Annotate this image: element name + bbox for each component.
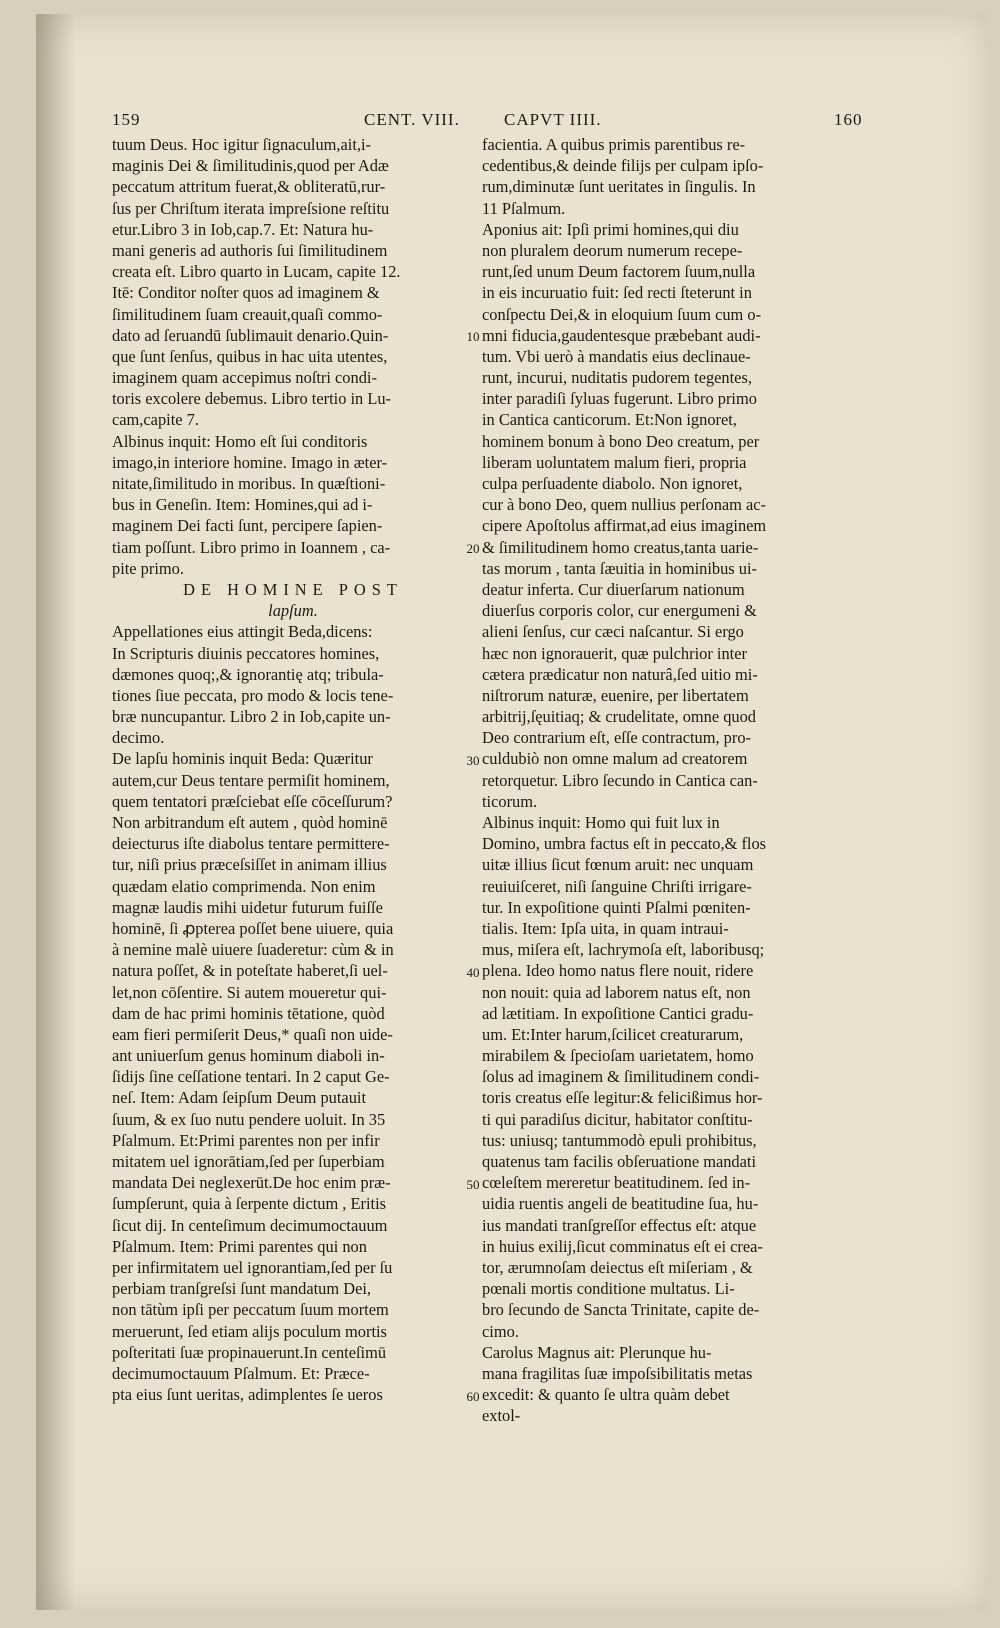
text-line: bro ſecundo de Sancta Trinitate, capite de- (482, 1300, 760, 1320)
text-line: in huius exilij,ſicut comminatus eſt ei crea- (482, 1236, 763, 1256)
text-line: ſicut dij. In centeſimum decimumoctauum (112, 1215, 388, 1235)
text-line: mani generis ad authoris ſui ſimilitudinem (112, 240, 388, 260)
text-line: pite primo. (112, 558, 184, 578)
text-line: tas morum , tanta ſæuitia in hominibus ui- (482, 558, 757, 578)
text-line: que ſunt ſenſus, quibus in hac uita utentes, (112, 346, 388, 366)
text-line: dam de hac primi hominis tētatione, quòd (112, 1003, 385, 1023)
text-line: ticorum. (482, 791, 538, 811)
text-line: dato ad ſeruandū ſublimauit denario.Quin- (112, 325, 389, 345)
text-line: perbiam tranſgreſsi ſunt mandatum Dei, (112, 1279, 371, 1299)
text-line: conſpectu Dei,& in eloquium ſuum cum o- (482, 304, 762, 324)
text-line: reuiuiſceret, niſi ſanguine Chriſti irrigare- (482, 876, 752, 896)
text-line: De lapſu hominis inquit Beda: Quæritur (112, 749, 373, 769)
text-line: mus, miſera eſt, lachrymoſa eſt, laboribusq; (482, 940, 765, 960)
text-line: arbitrij,ſęuitiaq; & crudelitate, omne quod (482, 707, 757, 727)
text-line: ius mandati tranſgreſſor effectus eſt: atque (482, 1215, 757, 1235)
text-line: deatur inferta. Cur diuerſarum nationum (482, 579, 745, 599)
text-line: lapſum. (268, 601, 318, 621)
text-line: in Cantica canticorum. Et:Non ignoret, (482, 410, 737, 430)
text-line: imaginem quam accepimus noſtri condi- (112, 368, 377, 388)
text-column-right (482, 134, 844, 1426)
text-line: quem tentatori præſciebat eſſe cōceſſurum? (112, 791, 393, 811)
running-title-left: CENT. VIII. (364, 110, 460, 129)
text-line: hæc non ignorauerit, quæ pulchrior inter (482, 643, 747, 663)
text-line: Albinus inquit: Homo qui fuit lux in (482, 813, 720, 832)
text-line: creata eſt. Libro quarto in Lucam, capite 12. (112, 262, 401, 282)
text-line: peccatum attritum fuerat,& obliteratū,rur- (112, 177, 386, 197)
text-line: retorquetur. Libro ſecundo in Cantica can- (482, 770, 758, 790)
text-line: mandata Dei neglexerūt.De hoc enim præ- (112, 1173, 391, 1193)
text-line: nitate,ſimilitudo in moribus. In quæſtioni- (112, 474, 386, 493)
text-line: ſumpſerunt, quia à ſerpente dictum , Eritis (112, 1194, 387, 1214)
text-line: hominē, ſi ꝓpterea poſſet bene uiuere, quia (112, 918, 394, 938)
text-line: hominem bonum à bono Deo creatum, per (482, 431, 760, 451)
text-line: cipere Apoſtolus affirmat,ad eius imaginem (482, 516, 767, 536)
text-line: ti qui paradiſus dicitur, habitator conſtitu- (482, 1109, 753, 1129)
text-line: magnæ laudis mihi uidetur futurum fuiſſe (112, 897, 383, 917)
text-line: bræ nuncupantur. Libro 2 in Iob,capite un- (112, 707, 391, 727)
text-line: In Scripturis diuinis peccatores homines, (112, 643, 380, 663)
text-line: extol- (482, 1406, 521, 1426)
text-line: runt,ſed unum Deum factorem ſuum,nulla (482, 262, 756, 282)
text-line: Deo contrarium eſt, eſſe contractum, pro- (482, 728, 751, 748)
text-line: tum. Vbi uerò à mandatis eius declinaue- (482, 346, 751, 366)
text-line: ſimilitudinem ſuam creauit,quaſi commo- (112, 304, 383, 324)
text-line: Pſalmum. Et:Primi parentes non per infir (112, 1130, 380, 1150)
text-line: tiones ſiue peccata, pro modo & locis tene- (112, 685, 394, 705)
line-number: 60 (466, 1388, 480, 1404)
text-line: mana fragilitas ſuæ impoſsibilitatis metas (482, 1363, 753, 1383)
page-number-left: 159 (112, 110, 141, 129)
text-line: autem,cur Deus tentare permiſit hominem, (112, 770, 390, 790)
text-line: niſtrorum naturæ, euenire, per libertatem (482, 685, 749, 705)
text-line: cimo. (482, 1321, 519, 1341)
text-line: in eis incuruatio fuit: ſed recti ſteterunt in (482, 283, 752, 303)
text-line: mirabilem & ſpecioſam uarietatem, homo (482, 1046, 754, 1066)
text-line: Itē: Conditor noſter quos ad imaginem & (112, 283, 380, 303)
text-line: neſ. Item: Adam ſeipſum Deum putauit (112, 1088, 367, 1108)
text-line: toris excolere debemus. Libro tertio in Lu- (112, 389, 392, 409)
text-line: culpa perſuadente diabolo. Non ignoret, (482, 474, 743, 493)
line-number: 50 (466, 1176, 480, 1192)
text-line: ſuum, & ex ſuo nutu pendere uoluit. In 35 (112, 1109, 386, 1129)
text-line: Albinus inquit: Homo eſt ſui conditoris (112, 431, 368, 451)
text-line: maginem Dei facti ſunt, percipere ſapien- (112, 516, 383, 536)
text-line: Appellationes eius attingit Beda,dicens: (112, 622, 373, 642)
text-line: cœleſtem mereretur beatitudinem. ſed in- (482, 1173, 751, 1193)
text-line: tur, niſi prius præceſsiſſet in animam illius (112, 855, 387, 875)
running-title-right: CAPVT IIII. (504, 110, 602, 129)
text-line: quatenus tam facilis obſeruatione mandati (482, 1152, 756, 1171)
text-line: pœnali mortis conditione multatus. Li- (482, 1279, 735, 1299)
text-line: Domino, umbra factus eſt in peccato,& flos (482, 834, 767, 854)
text-line: imago,in interiore homine. Imago in æter- (112, 452, 388, 472)
text-line: plena. Ideo homo natus flere nouit, ridere (482, 961, 754, 981)
text-line: Carolus Magnus ait: Plerunque hu- (482, 1342, 712, 1362)
text-line: let,non cōſentire. Si autem moueretur qui- (112, 982, 387, 1002)
text-line: DE HOMINE POST (183, 579, 403, 599)
page-number-right: 160 (834, 110, 863, 129)
text-line: deiecturus iſte diabolus tentare permittere- (112, 834, 390, 854)
line-number: 20 (466, 540, 480, 556)
text-line: runt, incurui, nuditatis pudorem tegentes, (482, 368, 752, 388)
text-line: dæmones quoq;,& ignorantię atq; tribula- (112, 664, 384, 684)
text-line: etur.Libro 3 in Iob,cap.7. Et: Natura hu- (112, 219, 374, 239)
text-line: uidia ruentis angeli de beatitudine ſua, hu- (482, 1194, 759, 1214)
text-column-left (112, 134, 474, 1405)
running-header (112, 110, 892, 132)
line-number: 30 (466, 752, 480, 768)
text-line: decimumoctauum Pſalmum. Et: Præce- (112, 1363, 370, 1383)
text-line: Pſalmum. Item: Primi parentes qui non (112, 1236, 367, 1256)
text-line: ſidijs ſine ceſſatione tentari. In 2 caput Ge- (112, 1067, 390, 1087)
text-line: cedentibus,& deinde filijs per culpam ipſo- (482, 156, 764, 176)
text-line: uitæ illius ſicut fœnum aruit: nec unquam (482, 855, 754, 875)
text-line: pta eius ſunt ueritas, adimplentes ſe ueros (112, 1385, 383, 1405)
text-line: meruerunt, ſed etiam alijs poculum mortis (112, 1321, 387, 1341)
text-line: cam,capite 7. (112, 410, 199, 430)
text-line: quædam elatio comprimenda. Non enim (112, 876, 376, 896)
line-number: 10 (466, 328, 480, 344)
text-line: 11 Pſalmum. (482, 198, 566, 218)
text-line: tus: uniusq; tantummodò epuli prohibitus, (482, 1130, 757, 1150)
text-line: tiam poſſunt. Libro primo in Ioannem , ca- (112, 537, 391, 557)
text-line: non nouit: quia ad laborem natus eſt, non (482, 982, 751, 1002)
text-line: bus in Geneſin. Item: Homines,qui ad i- (112, 495, 373, 515)
text-line: eam fieri permiſerit Deus,* quaſi non uide- (112, 1024, 393, 1044)
text-line: mni fiducia,gaudentesque præbebant audi- (482, 325, 761, 345)
text-line: mitatem uel ignorātiam,ſed per ſuperbiam (112, 1152, 385, 1171)
text-line: poſteritati ſuæ propinauerunt.In centeſimū (112, 1342, 387, 1362)
text-line: non pluralem deorum numerum recepe- (482, 240, 743, 260)
text-line: toris creatus eſſe legitur:& felicißimus hor- (482, 1088, 763, 1108)
text-line: rum,diminutæ ſunt ueritates in ſingulis. In (482, 177, 756, 197)
text-line: cætera prædicatur non naturâ,ſed uitio mi- (482, 664, 758, 684)
text-line: tuum Deus. Hoc igitur ſignaculum,ait,i- (112, 135, 372, 154)
text-line: per infirmitatem uel ignorantiam,ſed per ſu (112, 1257, 393, 1277)
text-line: Non arbitrandum eſt autem , quòd hominē (112, 813, 388, 832)
text-line: tialis. Item: Ipſa uita, in quam intraui- (482, 918, 729, 938)
text-line: culdubiò non omne malum ad creatorem (482, 749, 748, 769)
text-line: cur à bono Deo, quem nullius perſonam ac- (482, 495, 767, 515)
text-line: diuerſus corporis color, cur energumeni & (482, 601, 757, 621)
text-line: liberam uoluntatem malum fieri, propria (482, 452, 747, 472)
text-line: Aponius ait: Ipſi primi homines,qui diu (482, 219, 739, 239)
line-number: 40 (466, 964, 480, 980)
text-line: decimo. (112, 728, 165, 748)
text-line: natura poſſet, & in poteſtate haberet,ſi uel- (112, 961, 388, 981)
text-line: maginis Dei & ſimilitudinis,quod per Adæ (112, 156, 389, 176)
text-line: ad lætitiam. In expoſitione Cantici gradu- (482, 1003, 754, 1023)
text-line: um. Et:Inter harum,ſcilicet creaturarum, (482, 1024, 744, 1044)
text-line: & ſimilitudinem homo creatus,tanta uarie- (482, 537, 759, 557)
text-line: excedit: & quanto ſe ultra quàm debet (482, 1385, 730, 1405)
text-line: alieni ſenſus, cur cæci naſcantur. Si ergo (482, 622, 744, 642)
text-line: facientia. A quibus primis parentibus re- (482, 135, 746, 154)
text-line: inter paradiſi ſyluas fugerunt. Libro primo (482, 389, 757, 409)
text-line: ant uniuerſum genus hominum diaboli in- (112, 1046, 385, 1066)
gutter-shadow (36, 14, 76, 1610)
text-line: à nemine malè uiuere ſuaderetur: cùm & in (112, 940, 394, 960)
text-line: tur. In expoſitione quinti Pſalmi pœniten- (482, 897, 751, 917)
text-line: tor, ærumnoſam deiectus eſt miſeriam , & (482, 1257, 753, 1277)
text-line: non tātùm ipſi per peccatum ſuum mortem (112, 1300, 389, 1320)
text-line: ſus per Chriſtum iterata impreſsione reſtitu (112, 198, 390, 218)
text-line: ſolus ad imaginem & ſimilitudinem condi- (482, 1067, 760, 1087)
